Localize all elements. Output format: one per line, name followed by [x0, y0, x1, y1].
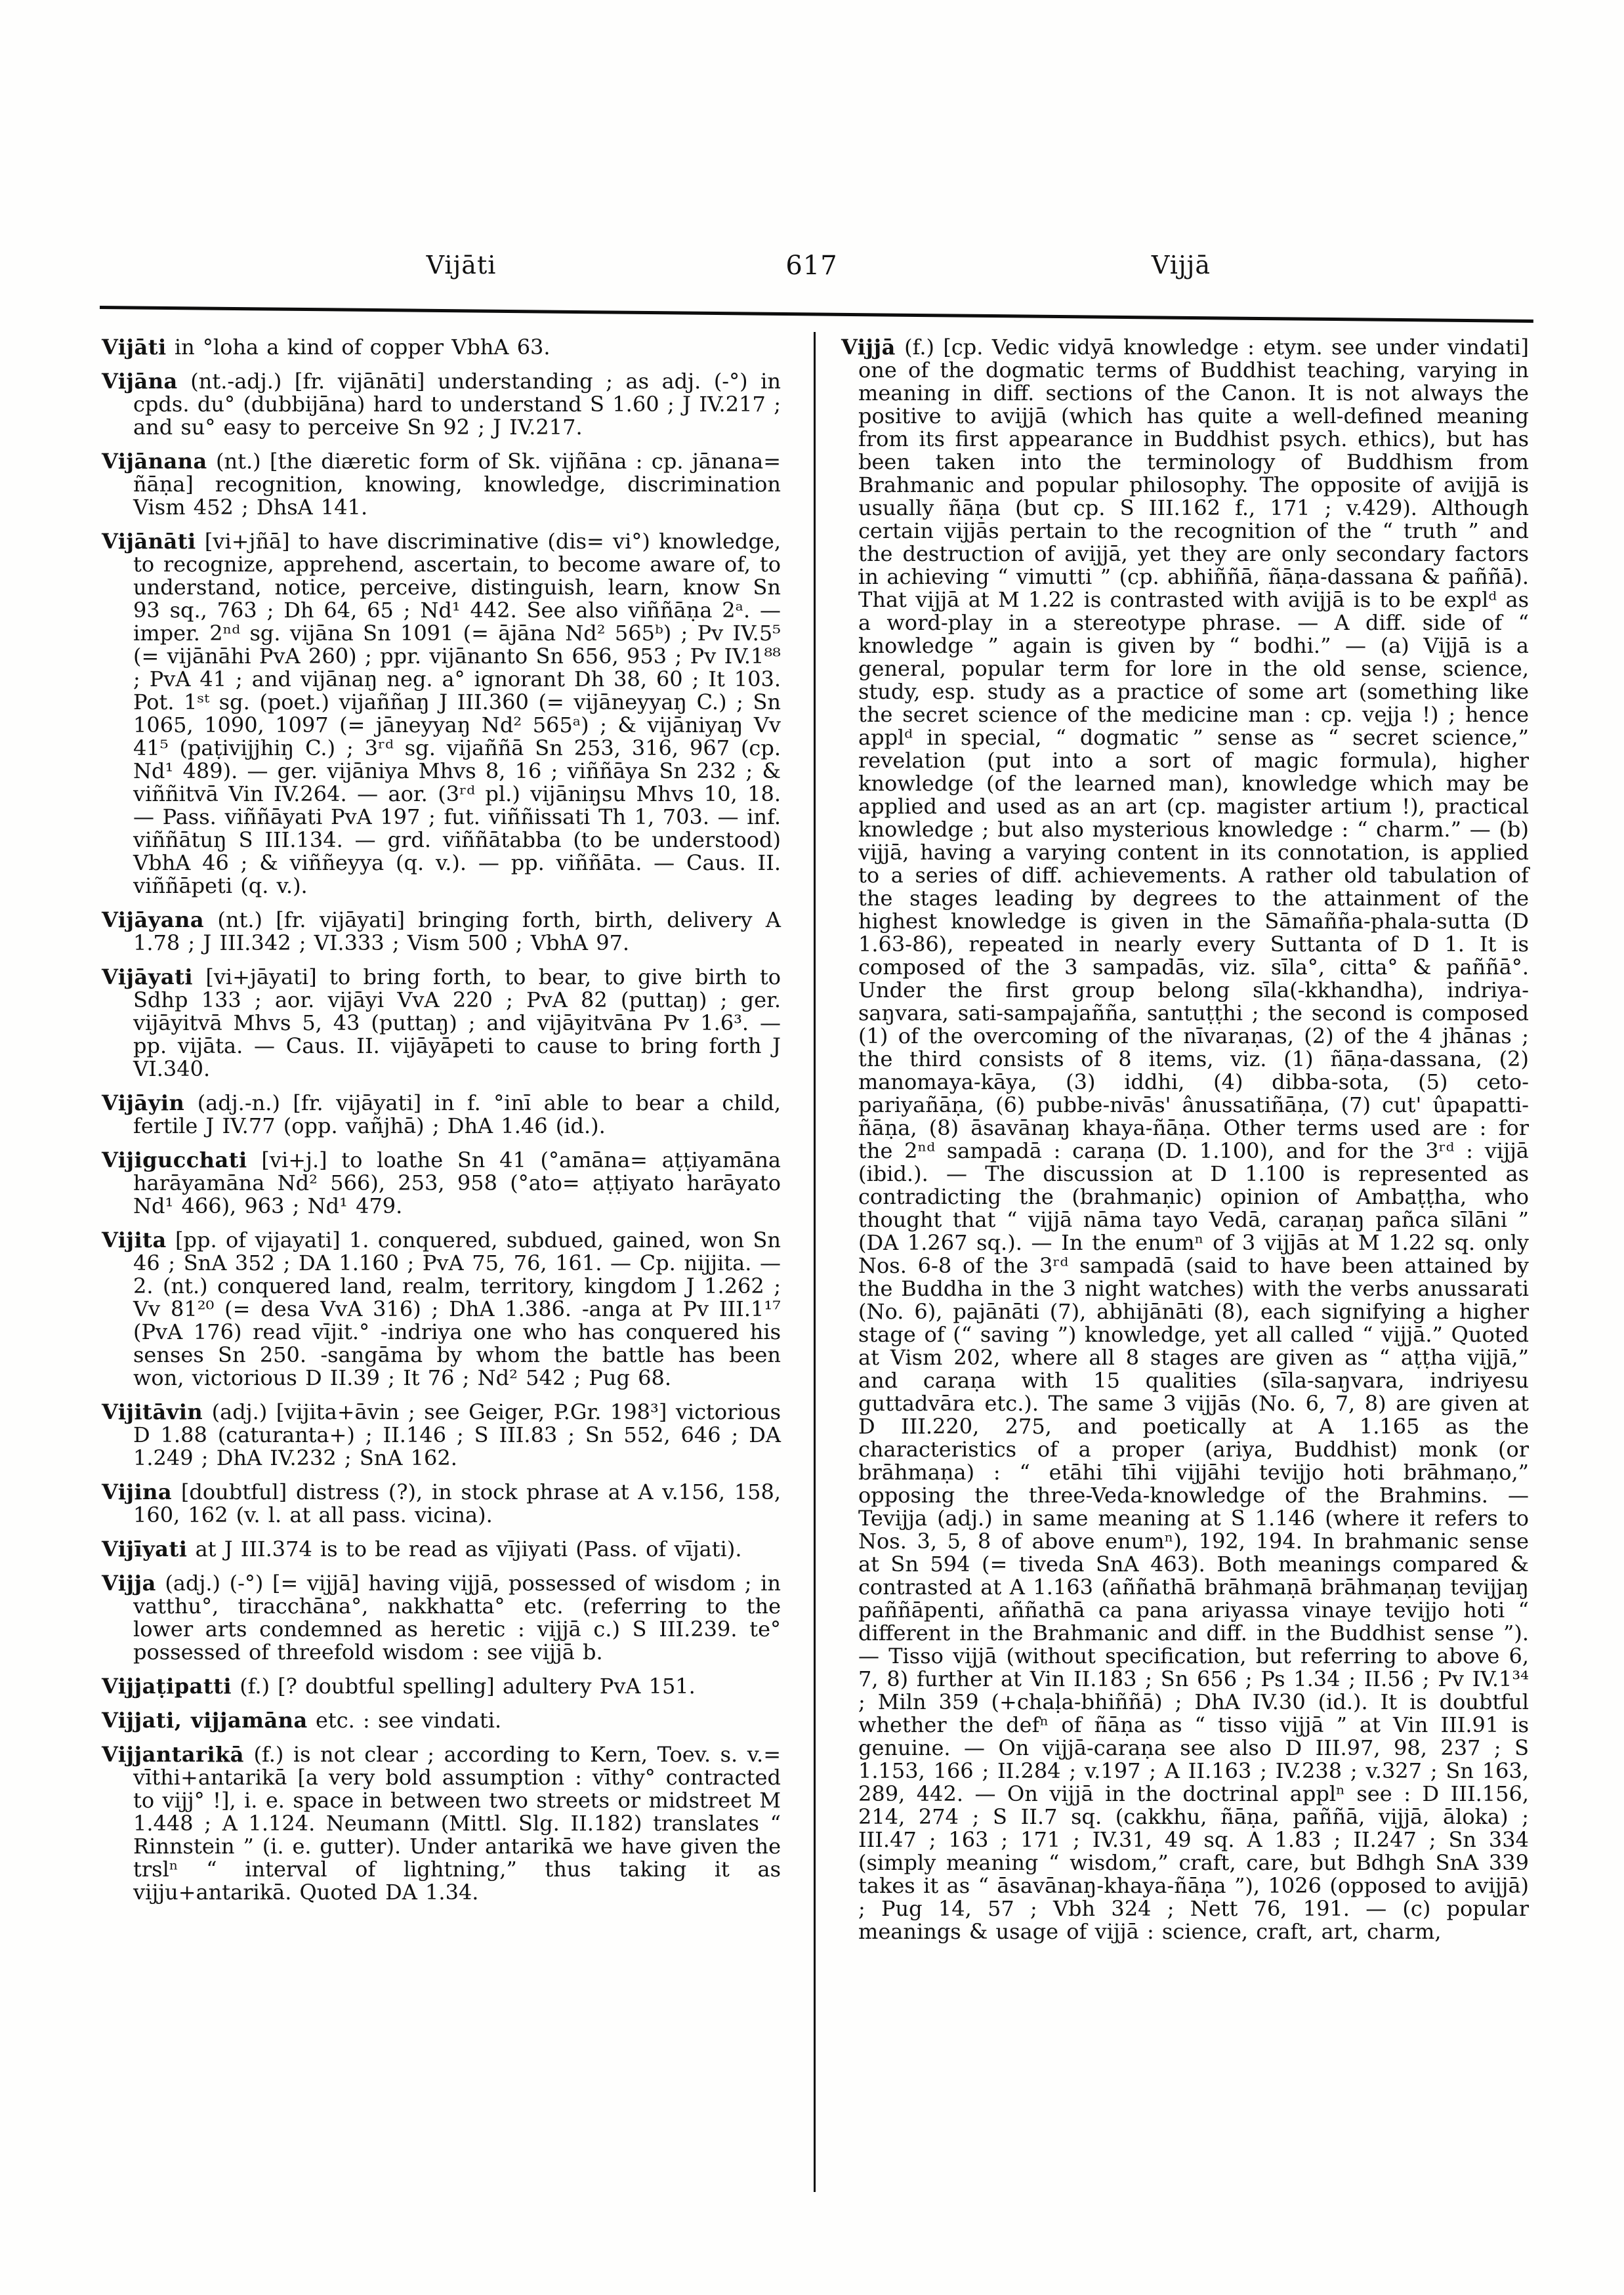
- entry-vijja-adj: [102, 1572, 781, 1664]
- entry-headword: Vijina: [102, 1479, 173, 1504]
- running-head: [0, 0, 1624, 302]
- header-rule: [100, 306, 1533, 323]
- entry-body: (nt.) [the diæretic form of Sk. vijñāna : cp. jānana= ñāṇa] recognition, knowing, knowledge, discrimination Vism 452 ; DhsA 141.: [133, 449, 781, 520]
- entry-headword: Vijānāti: [102, 529, 196, 554]
- entry-vijitavin: [102, 1401, 781, 1470]
- entry-body: [vi+jāyati] to bring forth, to bear, to give birth to Sdhp 133 ; aor. vijāyi VvA 220 ; PvA 82 (puttaŋ) ; ger. vijāyitvā Mhvs 5, 43 (puttaŋ) ; and vijāyitvāna Pv 1.6³. — pp. vijāta. — Caus. II. vijāyāpeti to cause to bring forth J VI.340.: [133, 964, 781, 1081]
- entry-vijjantarika: [102, 1743, 781, 1904]
- entry-vijigucchati: [102, 1149, 781, 1218]
- entry-headword: Vijita: [102, 1228, 167, 1252]
- left-column: [102, 336, 781, 1915]
- entry-vijjatipatti: [102, 1675, 781, 1698]
- entry-body: (f.) [? doubtful spelling] adultery PvA 151.: [232, 1674, 696, 1699]
- column-divider-rule: [814, 332, 816, 2192]
- entry-vijina: [102, 1481, 781, 1527]
- entry-headword: Vijīyati: [102, 1537, 188, 1561]
- entry-vijanana: [102, 450, 781, 519]
- entry-body: (adj.-n.) [fr. vijāyati] in f. °inī able to bear a child, fertile J IV.77 (opp. vañjhā) ; DhA 1.46 (id.).: [133, 1090, 781, 1138]
- entry-body: [vi+jñā] to have discriminative (dis= vi°) knowledge, to recognize, apprehend, ascertain, to become aware of, to understand, notice, perceive, distinguish, learn, know Sn 93 sq., 763 ; Dh 64, 65 ; Nd¹ 442. See also viññāṇa 2ᵃ. — imper. 2ⁿᵈ sg. vijāna Sn 1091 (= ājāna Nd² 565ᵇ) ; Pv IV.5⁵ (= vijānāhi PvA 260) ; ppr. vijānanto Sn 656, 953 ; Pv IV.1⁸⁸ ; PvA 41 ; and vijānaŋ neg. a° ignorant Dh 38, 60 ; It 103. Pot. 1ˢᵗ sg. (poet.) vijaññaŋ J III.360 (= vijāneyyaŋ C.) ; Sn 1065, 1090, 1097 (= jāneyyaŋ Nd² 565ᵃ) ; & vijāniyaŋ Vv 41⁵ (paṭivijjhiŋ C.) ; 3ʳᵈ sg. vijaññā Sn 253, 316, 967 (cp. Nd¹ 489). — ger. vijāniya Mhvs 8, 16 ; viññāya Sn 232 ; & viññitvā Vin IV.264. — aor. (3ʳᵈ pl.) vijāniŋsu Mhvs 10, 18. — Pass. viññāyati PvA 197 ; fut. viññissati Th 1, 703. — inf. viññātuŋ S III.134. — grd. viññātabba (to be understood) VbhA 46 ; & viññeyya (q. v.). — pp. viññāta. — Caus. II. viññāpeti (q. v.).: [133, 529, 781, 898]
- entry-headword: Vijjaṭipatti: [102, 1674, 232, 1699]
- entry-body: (nt.-adj.) [fr. vijānāti] understanding ; as adj. (-°) in cpds. du° (dubbijāna) hard to understand S 1.60 ; J IV.217 ; and su° easy to perceive Sn 92 ; J IV.217.: [133, 369, 781, 440]
- entry-body: [pp. of vijayati] 1. conquered, subdued, gained, won Sn 46 ; SnA 352 ; DA 1.160 ; PvA 75, 76, 161. — Cp. nijjita. — 2. (nt.) conquered land, realm, territory, kingdom J 1.262 ; Vv 81²⁰ (= desa VvA 316) ; DhA 1.386. -anga at Pv III.1¹⁷ (PvA 176) read vījit.° -indriya one who has conquered his senses Sn 250. -sangāma by whom the battle has been won, victorious D II.39 ; It 76 ; Nd² 542 ; Pug 68.: [133, 1228, 781, 1390]
- entry-headword: Vijigucchati: [102, 1148, 247, 1172]
- entry-body: (nt.) [fr. vijāyati] bringing forth, birth, delivery A 1.78 ; J III.342 ; VI.333 ; Vism 500 ; VbhA 97.: [133, 907, 781, 955]
- entry-body: (adj.) [vijita+āvin ; see Geiger, P.Gr. 198³] victorious D 1.88 (caturanta+) ; II.146 ; S III.83 ; Sn 552, 646 ; DA 1.249 ; DhA IV.232 ; SnA 162.: [133, 1399, 781, 1470]
- entry-vijanati: [102, 530, 781, 898]
- entry-headword: Vijjantarikā: [102, 1742, 245, 1767]
- entry-vijita: [102, 1229, 781, 1390]
- entry-vijiyati: [102, 1538, 781, 1561]
- entry-vijja: [841, 336, 1529, 1943]
- entry-vijayin: [102, 1092, 781, 1138]
- entry-vijana: [102, 370, 781, 439]
- entry-body: etc. : see vindati.: [307, 1708, 502, 1733]
- entry-body: (adj.) (-°) [= vijjā] having vijjā, possessed of wisdom ; in vatthu°, tiracchāna°, nakkhatta° etc. (referring to the lower arts condemned as heretic : vijjā c.) S III.239. te° possessed of threefold wisdom : see vijjā b.: [133, 1571, 781, 1664]
- entry-vijayati: [102, 966, 781, 1081]
- entry-body: [vi+j.] to loathe Sn 41 (°amāna= aṭṭiyamāna harāyamāna Nd² 566), 253, 958 (°ato= aṭṭiyato harāyato Nd¹ 466), 963 ; Nd¹ 479.: [133, 1148, 781, 1218]
- entry-headword: Vijāna: [102, 369, 178, 394]
- entry-headword: Vijjati, vijjamāna: [102, 1708, 308, 1733]
- entry-body: (f.) [cp. Vedic vidyā knowledge : etym. see under vindati] one of the dogmatic terms of Buddhist teaching, varying in meaning in diff. sections of the Canon. It is not always the positive to avijjā (which has quite a well-defined meaning from its first appearance in Buddhist psych. ethics), but has been taken into the terminology of Buddhism from Brahmanic and popular philosophy. The opposite of avijjā is usually ñāṇa (but cp. S III.162 f., 171 ; v.429). Although certain vijjās pertain to the recognition of the “ truth ” and the destruction of avijjā, yet they are only secondary factors in achieving “ vimutti ” (cp. abhiññā, ñāṇa-dassana & paññā). That vijjā at M 1.22 is contrasted with avijjā is to be explᵈ as a word-play in a stereotype phrase. — A diff. side of “ knowledge ” again is given by “ bodhi.” — (a) Vijjā is a general, popular term for lore in the old sense, science, study, esp. study as a practice of some art (something like the secret science of the medicine man : cp. vejja !) ; hence applᵈ in special, “ dogmatic ” sense as “ secret science,” revelation (put into a sort of magic formula), higher knowledge (of the learned man), knowledge which may be applied and used as an art (cp. magister artium !), practical knowledge ; but also mysterious knowledge : “ charm.” — (b) vijjā, having a varying content in its connotation, is applied to a series of diff. achievements. A rather old tabulation of the stages leading by degrees to the attainment of the highest knowledge is given in the Sāmañña-phala-sutta (D 1.63-86), repeated in nearly every Suttanta of D 1. It is composed of the 3 sampadās, viz. sīla°, citta° & paññā°. Under the first group belong sīla(-kkhandha), indriya-saŋvara, sati-sampajañña, santuṭṭhi ; the second is composed (1) of the overcoming of the nīvaraṇas, (2) of the 4 jhānas ; the third consists of 8 items, viz. (1) ñāṇa-dassana, (2) manomaya-kāya, (3) iddhi, (4) dibba-sota, (5) ceto-pariyañāṇa, (6) pubbe-nivās' ânussatiñāṇa, (7) cut' ûpapatti-ñāṇa, (8) āsavānaŋ khaya-ñāṇa. Other terms used are : for the 2ⁿᵈ sampadā : caraṇa (D. 1.100), and for the 3ʳᵈ : vijjā (ibid.). — The discussion at D 1.100 is represented as contradicting the (brahmaṇic) opinion of Ambaṭṭha, who thought that “ vijjā nāma tayo Vedā, caraṇaŋ pañca sīlāni ” (DA 1.267 sq.). — In the enumⁿ of 3 vijjās at M 1.22 sq. only Nos. 6-8 of the 3ʳᵈ sampadā (said to have been attained by the Buddha in the 3 night watches) with the verbs anussarati (No. 6), pajānāti (7), abhijānāti (8), each signifying a higher stage of (“ saving ”) knowledge, yet all called “ vijjā.” Quoted at Vism 202, where all 8 stages are given as “ aṭṭha vijjā,” and caraṇa with 15 qualities (sīla-saŋvara, indriyesu guttadvāra etc.). The same 3 vijjās (No. 6, 7, 8) are given at D III.220, 275, and poetically at A 1.165 as the characteristics of a proper (ariya, Buddhist) monk (or brāhmaṇa) : “ etāhi tīhi vijjāhi tevijjo hoti brāhmaṇo,” opposing the three-Veda-knowledge of the Brahmins. — Tevijja (adj.) in same meaning at S 1.146 (where it refers to Nos. 3, 5, 8 of above enumⁿ), 192, 194. In brahmanic sense at Sn 594 (= tiveda SnA 463). Both meanings compared & contrasted at A 1.163 (aññathā brāhmaṇā brāhmaṇaŋ tevijjaŋ paññāpenti, aññathā ca pana ariyassa vinaye tevijjo hoti “ different in the Brahmanic and diff. in the Buddhist sense ”). — Tisso vijjā (without specification, but referring to above 6, 7, 8) further at Vin II.183 ; Sn 656 ; Ps 1.34 ; II.56 ; Pv IV.1³⁴ ; Miln 359 (+chaḷa-bhiññā) ; DhA IV.30 (id.). It is doubtful whether the defⁿ of ñāṇa as “ tisso vijjā ” at Vin III.91 is genuine. — On vijjā-caraṇa see also D III.97, 98, 237 ; S 1.153, 166 ; II.284 ; v.197 ; A II.163 ; IV.238 ; v.327 ; Sn 163, 289, 442. — On vijjā in the doctrinal applⁿ see : D III.156, 214, 274 ; S II.7 sq. (cakkhu, ñāṇa, paññā, vijjā, āloka) ; III.47 ; 163 ; 171 ; IV.31, 49 sq. A 1.83 ; II.247 ; Sn 334 (simply meaning “ wisdom,” craft, care, but Bdhgh SnA 339 takes it as “ āsavānaŋ-khaya-ñāṇa ”), 1026 (opposed to avijjā) ; Pug 14, 57 ; Vbh 324 ; Nett 76, 191. — (c) popular meanings & usage of vijjā : science, craft, art, charm,: [858, 335, 1529, 1944]
- entry-vijati: [102, 336, 781, 359]
- entry-headword: Vijānana: [102, 449, 207, 474]
- entry-headword: Vijāti: [102, 335, 167, 360]
- entry-headword: Vijitāvin: [102, 1399, 203, 1424]
- running-head-left-keyword: Vijāti: [426, 251, 497, 279]
- entry-headword: Vijjā: [841, 335, 896, 360]
- entry-headword: Vijāyana: [102, 907, 205, 932]
- entry-vijjati: [102, 1709, 781, 1732]
- entry-headword: Vijāyati: [102, 964, 193, 989]
- entry-body: at J III.374 is to be read as vījiyati (Pass. of vījati).: [187, 1537, 742, 1561]
- entry-body: (f.) is not clear ; according to Kern, Toev. s. v.= vīthi+antarikā [a very bold assumption : vīthy° contracted to vijj° !], i. e. space in between two streets or midstreet M 1.448 ; A 1.124. Neumann (Mittl. Slg. II.182) translates “ Rinnstein ” (i. e. gutter). Under antarikā we have given the trslⁿ “ interval of lightning,” thus taking it as vijju+antarikā. Quoted DA 1.34.: [133, 1742, 781, 1905]
- entry-headword: Vijāyin: [102, 1090, 185, 1115]
- entry-headword: Vijja: [102, 1571, 156, 1596]
- running-head-right-keyword: Vijjā: [1151, 251, 1211, 279]
- entry-body: [doubtful] distress (?), in stock phrase at A v.156, 158, 160, 162 (v. l. at all pass. vicina).: [133, 1479, 781, 1527]
- entry-vijayana: [102, 909, 781, 955]
- page-number: 617: [785, 251, 838, 281]
- right-column: [841, 336, 1529, 1943]
- entry-body: in °loha a kind of copper VbhA 63.: [166, 335, 551, 360]
